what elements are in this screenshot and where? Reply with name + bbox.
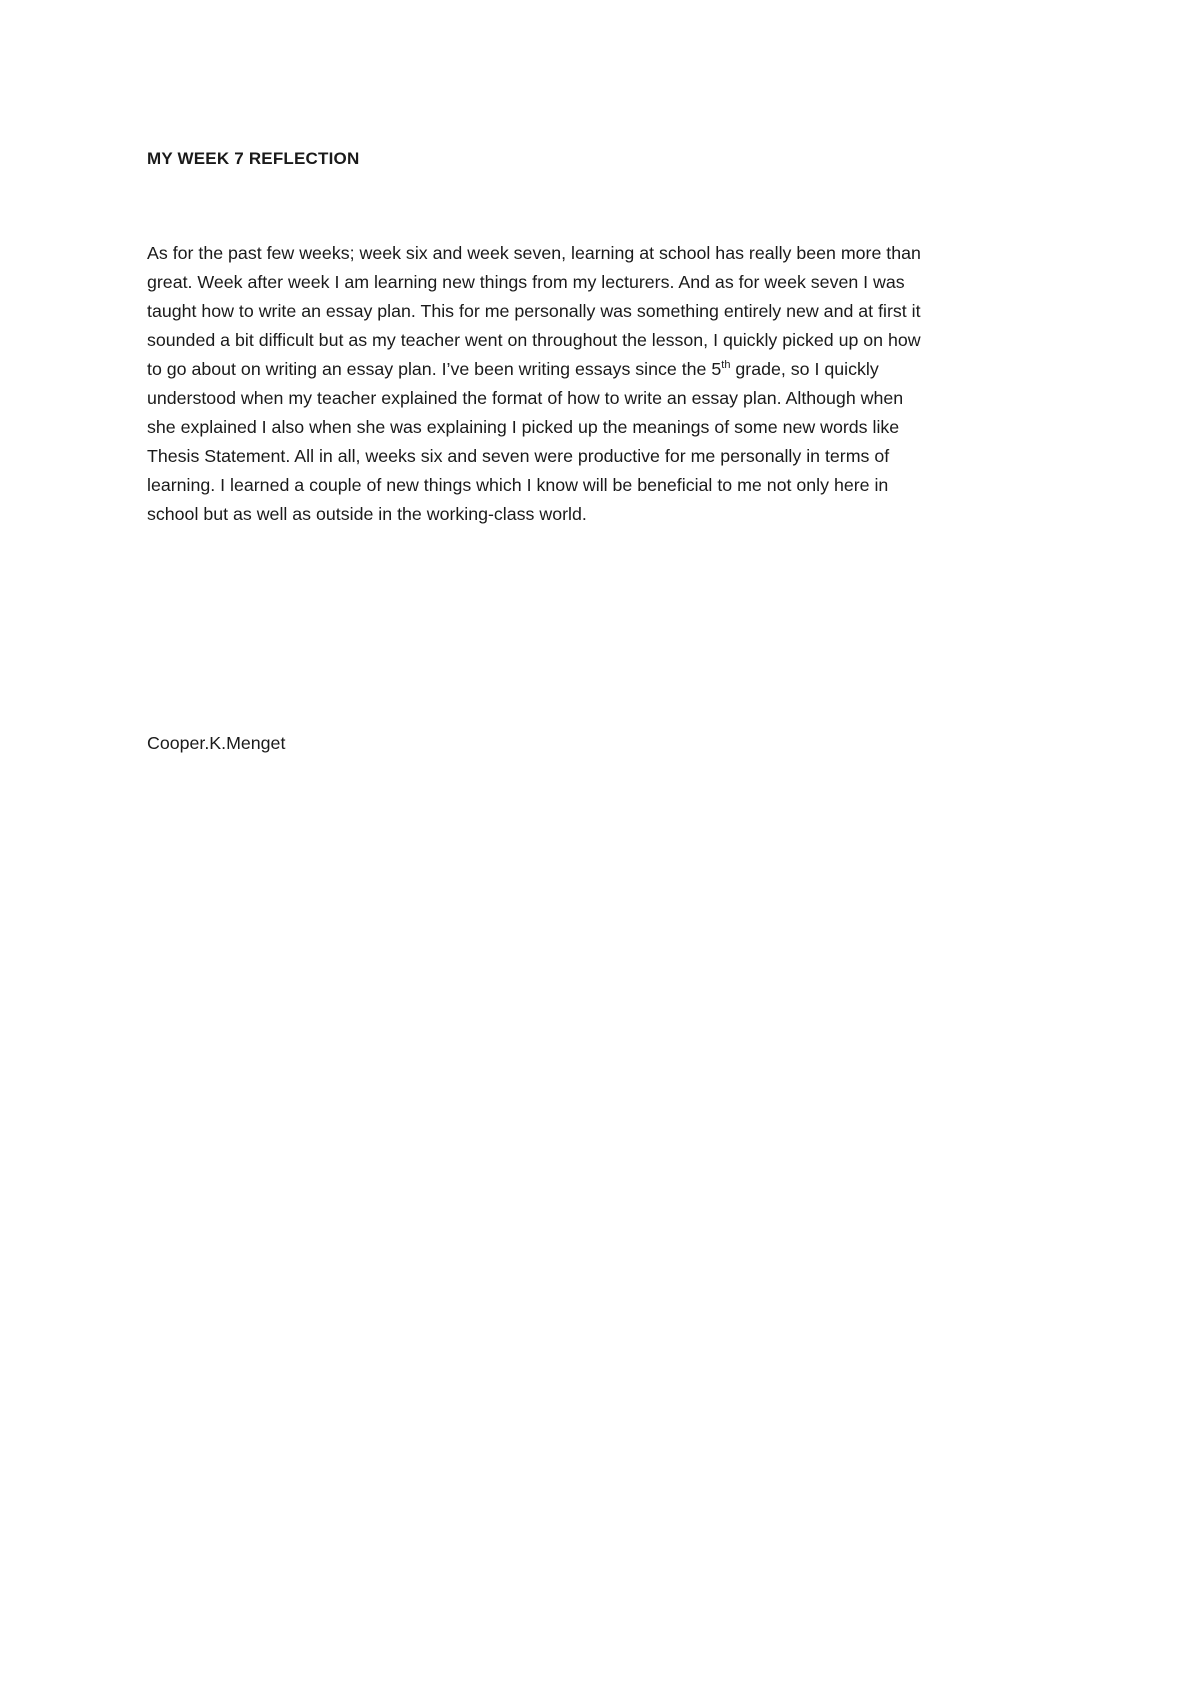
paragraph-line: Thesis Statement. All in all, weeks six and seven were productive for me personally in terms of	[147, 446, 890, 466]
ordinal-superscript: th	[721, 359, 731, 372]
author-signature: Cooper.K.Menget	[147, 733, 286, 753]
paragraph-line: As for the past few weeks; week six and week seven, learning at school has really been more than	[147, 243, 921, 263]
paragraph-line: taught how to write an essay plan. This for me personally was something entirely new and at first it	[147, 301, 921, 321]
paragraph-line: great. Week after week I am learning new things from my lecturers. And as for week seven I was	[147, 272, 905, 292]
reflection-paragraph	[147, 239, 1052, 529]
paragraph-line: understood when my teacher explained the format of how to write an essay plan. Although when	[147, 388, 904, 408]
paragraph-line	[147, 355, 1052, 384]
paragraph-line: school but as well as outside in the working-class world.	[147, 504, 587, 524]
line-text: to go about on writing an essay plan. I’ve been writing essays since the 5	[147, 359, 722, 379]
paragraph-line: learning. I learned a couple of new things which I know will be beneficial to me not only here in	[147, 475, 889, 495]
paragraph-line: sounded a bit difficult but as my teacher went on throughout the lesson, I quickly picked up on how	[147, 330, 921, 350]
line-text: grade, so I quickly	[730, 359, 879, 379]
document-title: MY WEEK 7 REFLECTION	[147, 149, 360, 168]
paragraph-line: she explained I also when she was explaining I picked up the meanings of some new words like	[147, 417, 900, 437]
